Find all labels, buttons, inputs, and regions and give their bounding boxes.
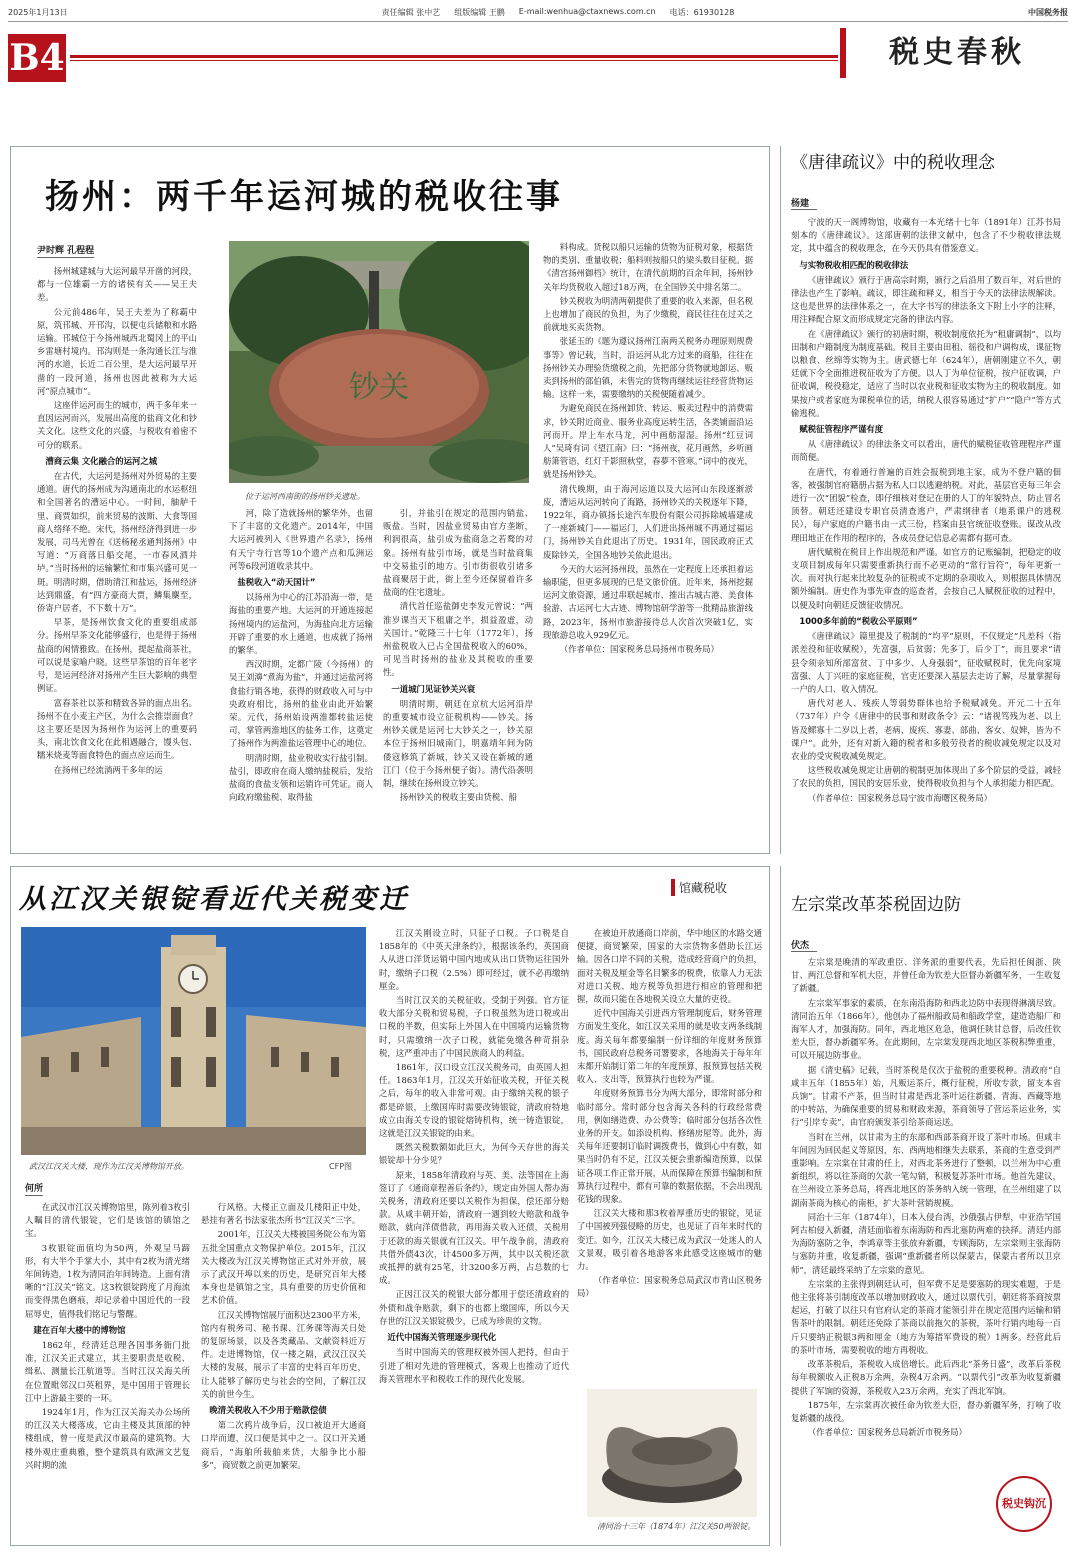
paragraph: 在《唐律疏议》颁行的初唐时期，税收制度依托为“租庸调制”，以均田制和户籍制度为制度基础。税目主要由田租、徭役和户调构成，课征物以粮食、丝绵等实物为主。唐武德七年（624年），唐朝刚建立不久，朝廷就下令全面推进税征收为了方便。以人丁为单位征税，按户征收调，户征收调，税役稳定，适应了当时以农业税和征收实物为主的税收制度。如果按户或者家庭为课税单位的话，纳税人很容易通过“扩户”“隐户”等方式偷逃税。 [791, 328, 1061, 418]
paragraph: 江汉关刚设立时，只征子口税。子口税是自1858年的《中英天津条约》，根据该条约，英国商人从进口洋货运销中国内地或从出口货物运往国外时，缴纳子口税（2.5%）即可经过，就不必再缴纳厘金。 [379, 928, 569, 991]
article-byline: 伏杰 [791, 938, 817, 952]
article-byline: 何所 [25, 1181, 43, 1196]
paragraph: 既然关税数额如此巨大，为何今天存世的海关银锭却十分少见？ [379, 1142, 569, 1166]
paragraph: 同治十三年（1874年），日本入侵台湾，沙俄强占伊犁，中亚浩罕国阿古柏侵入新疆，清廷面临着东南海防和西北塞防两难的抉择。清廷内部为海防塞防之争，李鸿章等主张放弃新疆，专顾海防，左宗棠则主张海防与塞防并重，收复新疆，强调“重新疆者所以保蒙古，保蒙古者所以卫京师”，清廷最终采纳了左宗棠的意见。 [791, 1211, 1061, 1275]
paragraph: 从《唐律疏议》的律法条文可以看出，唐代的赋税征收管理程序严谨而简便。 [791, 439, 1061, 463]
paragraph: （作者单位：国家税务总局武汉市青山区税务局） [577, 1275, 762, 1299]
photo-caption: 武汉江汉关大楼，现作为江汉关博物馆开放。 [29, 1162, 189, 1171]
ingot-caption: 清同治十三年（1874年）江汉关50两银锭。 [597, 1522, 756, 1531]
subheading: 晚清关税收入不少用于赔款偿债 [209, 1405, 327, 1416]
subheading: 漕商云集 文化融合的运河之城 [45, 455, 158, 466]
paragraph: （作者单位：国家税务总局宁波市海曙区税务局） [807, 792, 993, 803]
paragraph: 当时在兰州，以甘肃为主的东部和西部茶商开设了茶叶市场。但咸丰年间因为回民起义等原因，东、西两地相继失去联系，茶商的生意受到严重影响。左宗棠在甘肃的任上，对西北茶务进行了整顿，以兰州为中心重新组织，将以往茶商的欠款一笔勾销，积极复苏茶叶市场。他首先建议，在兰州设立茶务总局，将西北地区的茶务纳入统一管理，在兰州组建了以湖南茶商为核心的南柜，扩大茶叶营销规模。 [791, 1131, 1061, 1208]
paragraph: 扬州城建城与大运河最早开凿的河段，都与一位雄霸一方的诸侯有关——吴王夫差。 [37, 266, 197, 303]
subheading: 盐税收入“动天国计” [237, 577, 316, 588]
page-number: B4 [8, 34, 66, 82]
subheading: 1000多年前的“税收公平原则” [799, 615, 918, 626]
paragraph: 原来，1858年清政府与英、美、法等国在上海签订了《通商章程善后条约》，规定由外国人帮办海关税务，清政府还要以关税作为担保，偿还部分赔款。从咸丰朝开始，清政府一遇到较大赔款和战争赔款，就向洋债借款，再用海关收入还债，关税用于还款的海关银就有江汉关。甲午战争前，清政府共借外债43次，计4500多万两，其中以关税还款或抵押的就有25笔，计3200多万两，占总数的七成。 [379, 1169, 569, 1286]
paragraph: 改革茶税后，茶税收入成倍增长。此后西北“茶务日盛”，改革后茶税每年税额收入正税8万余两，杂税4万余两。“以票代引”改革为收复新疆提供了军饷的资源，茶税收入23万余两，充实了西北军饷。 [791, 1359, 1061, 1396]
article-title: 《唐律疏议》中的税收理念 [791, 153, 995, 173]
subheading: 与实物税收相匹配的税收律法 [799, 259, 909, 270]
paragraph: 在古代，大运河是扬州对外贸易的主要通道。唐代的扬州成为沟通南北的水运枢纽和全国著名的漕运中心。一时间，舳舻千里、商贾如织，前来贸易的波斯、大食等国商人络绎不绝。宋代，扬州经济得到进一步发展，司马光曾在《送杨秘丞通判扬州》中写道：“万商落日船交尾，一市春风酒并垆。”当时扬州的运输繁忙和市集兴盛可见一斑。明清时期，借助清江和盐运，扬州经济达到鼎盛，有“四方豪商大贾，鳞集麇至，侨寄户居者，不下数十万”。 [37, 471, 197, 614]
paragraph: 1924年1月，作为江汉关海关办公场所的江汉关大楼落成，它由主楼及其顶部的钟楼组成，曾一度是武汉市最高的建筑物。大楼外观庄重典雅，整个建筑具有欧洲文艺复兴时期的流 [25, 1407, 190, 1470]
paragraph: 这些税收减免规定让唐朝的税制更加体现出了多个阶层的受益，减轻了农民的负担，国民的安居乐业，使得税收负担与个人承担能力相匹配。 [791, 765, 1061, 789]
paragraph: 清代晚期，由于海河运道以及大运河山东段逐渐淤废，漕运从运河转向了海路，扬州钞关的关税逐年下降，1922年，商办镇扬长途汽车股份有限公司拆除城墙建成了一座新城门——福运门，人们进出扬州城不再通过福运门，扬州钞关自此退出了历史。1931年，国民政府正式废除钞关，全国各地钞关依此退出。 [543, 483, 753, 560]
editor-in-charge: 责任编辑 张中艺 [381, 8, 441, 17]
paragraph: 左宗棠的主张得到朝廷认可，但军费不足是要塞防的现实难题，于是他主张将茶引制度改革以增加财政收入，通过以票代引，朝廷将茶商按票起运，打破了以往只有官府认定的茶商才能领引并在规定范围内运输和销售茶叶的限制。朝廷还免除了茶商以前拖欠的茶税，茶叶行销内地每一百斤只要纳正税银3两和厘金（地方为筹措军费设的税）1两多。经营此后的茶叶市场，需要税收的地方再税收。 [791, 1278, 1061, 1355]
masthead-rule [70, 55, 838, 61]
paragraph: 宁波的天一阁博物馆，收藏有一本光绪十七年（1891年）江苏书局刻本的《唐律疏议》。这部唐朝的法律文献中，包含了不少税收律法规定，其中蕴含的税收理念，在今天仍具有借鉴意义。 [791, 217, 1061, 254]
column-tag: 馆藏税收 [671, 879, 727, 896]
photo-illustration [229, 241, 529, 483]
article-column [383, 507, 533, 845]
article-column [791, 956, 1061, 1536]
paragraph: 左宗棠是晚清的军政重臣、洋务派的重要代表，先后担任闽浙、陕甘、两江总督和军机大臣，并曾任命为钦差大臣督办新疆军务，一生收复了新疆。 [791, 957, 1061, 994]
paragraph: 西汉时期，定都广陵（今扬州）的吴王刘濞“煮海为盐”，并通过运盐河将食盐行销各地，获得的财政收入可与中央政府相比，扬州的盐业由此开始繁荣。元代，扬州始设两淮都转盐运使司，掌管两淮地区的盐务工作，这奠定了扬州作为两淮盐运管理中心的地位。 [229, 659, 373, 749]
yangzhou-photo [229, 241, 529, 483]
article-column [379, 927, 569, 1541]
column-logo: 税史钩沉 [996, 1476, 1052, 1532]
issue-date: 2025年1月13日 [8, 8, 68, 17]
paragraph: 当时中国海关的管理权被外国人把持，但由于引进了相对先进的管理模式，客观上也推动了近代海关管理水平和税收工作的现代化发展。 [379, 1347, 569, 1384]
paragraph: 明清时期，盐业税收实行盐引制。盐引，即政府在商人缴纳盐税后，发给盐商的食盐支领和运销许可凭证。商人向政府缴盐税、取得盐 [229, 752, 373, 803]
article-jianghan [10, 866, 770, 1546]
photo-credit: CFP图 [329, 1162, 353, 1171]
paragraph: 《唐律疏议》颁行于唐高宗时期，颁行之后沿用了数百年，对后世的律法也产生了影响。疏议，即注疏和释义，相当于今天的法律法规解读。这也是世界的法律体系之一，在大字书写的律法条文下附上小字的注释，用注释配合原文而形成规定完备的律法内容。 [791, 274, 1061, 325]
paragraph: 当时江汉关的关税征收，受制于列强。官方征收大部分关税和贸易税，子口税虽然为进口税或出口税的半数，但实际上外国人在中国境内运输货物时，只需缴纳一次子口税，就能免缴各种苛捐杂税，这严重冲击了中国民族商人的利益。 [379, 995, 569, 1058]
article-title: 从江汉关银锭看近代关税变迁 [19, 884, 409, 915]
paragraph: 近代中国海关引进西方管理制度后，财务管理方面发生变化，如江汉关采用的就是收支两条线制度。海关每年都要编制一份详细的年度财务预算书，国民政府总税务司署要求，各地海关于每年年末都开始制订第二年的年度预算，报预算包括关税收入、支出等，预算执行也较为严谨。 [577, 1008, 762, 1085]
paragraph: 扬州钞关的税收主要由货税、船 [399, 792, 518, 803]
paragraph: 在被迫开放通商口岸前，华中地区的水路交通便捷，商贸繁荣，国家的大宗货物多借助长江运输。因各口岸不同的关税，造成经营商户的负担，面对关税及厘金等名目繁多的税费，依靠人力无法对进口关税、地方税等负担进行相应的管理和把握，故而只能在各地税关设立大量的吏役。 [577, 928, 762, 1005]
paragraph: 在扬州已经流淌两千多年的运 [53, 764, 163, 775]
paragraph: 清代首任巡盐御史李发元曾说：“两淮岁课当天下租庸之半，损益盈虚，动关国计。”乾隆三十七年（1772年），扬州盐税收入已占全国盐税收入的60%，可见当时扬州的盐业及其税收的重要性。 [383, 601, 533, 678]
paragraph: 在武汉市江汉关博物馆里，陈列着3枚引人瞩目的清代银锭，它们是该馆的镇馆之宝。 [25, 1202, 190, 1239]
silver-ingot-photo [587, 1389, 757, 1517]
paragraph: 引，并盐引在规定的范围内销盐、贩盐。当时，因盐业贸易由官方垄断，利润很高，盐引成为盐商急之若鹜的对象。扬州有盐引市场，就是当时盐商集中交易盐引的地方。引市街很收引诸多盐商聚居于此，街上至今还保留着许多盐商的住宅遗址。 [383, 508, 533, 598]
paragraph: 唐代对老人、残疾人等弱势群体也给予税赋减免。开元二十五年（737年）户令《唐律中的民事和财政条令》云：“诸视笃残为老、以上皆及鳏寡十二岁以上者，老病、废疾、寡妻、部曲、客女、奴婢，皆为不课户”。此外，还有对新入籍的税者和多般劳役者的税收减免规定以及对农业的受灾税收减免规定。 [791, 698, 1061, 761]
photo-caption: 位于运河西南街的扬州钞关遗址。 [245, 492, 365, 501]
article-column [201, 1201, 366, 1541]
paragraph: 1861年，汉口设立江汉关税务司，由英国人担任。1863年1月，江汉关开始征收关税，开征关税之后，每年的收入非常可观。由于缴纳关税的银子都是碎银，上缴国库时需要改铸银锭，清政府特地成立由海关专设的银锭熔铸机构，统一铸造银锭，这就是江汉关银锭的由来。 [379, 1062, 569, 1139]
paragraph: （作者单位：国家税务总局新沂市税务局） [807, 1427, 967, 1438]
paragraph: 1875年，左宗棠再次被任命为钦差大臣，督办新疆军务，打响了收复新疆的战役。 [791, 1399, 1061, 1423]
paragraph: 据《清史稿》记载，当时茶税是仅次于盐税的重要税种。清政府“自咸丰五年（1855年）始，凡贩运茶斤，概行征税，所收专款，留支本省兵饷”。甘肃不产茶，但当时甘肃是西北茶叶运往新疆、青海、西藏等地的中转站，为确保重要的贸易和财政来源，茶商领导了营运茶运业务，实行“引岸专卖”，由官府颁发茶引给茶商运送。 [791, 1064, 1061, 1128]
ingot-illustration [587, 1389, 757, 1517]
editor-info [158, 7, 958, 18]
paragraph: 今天的大运河扬州段，虽然在一定程度上还承担着运输职能，但更多展现的已是文旅价值。近年来，扬州挖掘运河文旅资源，通过串联起城市、推出古城古港、美食体验游、古运河七大古迹、博物馆研学游等一批精品旅游线路，2023年，扬州市旅游接待总人次首次突破1亿，实现旅游总收入929亿元。 [543, 563, 753, 640]
paragraph: 富春茶社以茶和精致各异的面点出名。扬州不在小麦主产区，为什么会推崇面食？这主要还是因为扬州作为运河上的重要码头，南北饮食文化在此相遇融合，馒头包、糯米烧麦等面食特色的面点应运而生。 [37, 697, 197, 761]
paragraph: 明清时期，朝廷在京杭大运河沿岸的重要城市设立征税机构——钞关。扬州钞关就是运河七大钞关之一，钞关原本位于扬州旧城南门，明嘉靖年间为防倭寇修筑了新城，钞关又设在新城的通江门（位于今扬州便子街）。清代沿袭明制，继续在扬州设立钞关。 [383, 698, 533, 789]
paragraph: 张延玉的《题为遵议扬州江南两关税务办理原则规费事等》曾记载，当时，沿运河从北方过来的商船，往往在扬州钞关办理验货缴税之前，先把部分货物就地卸运、贩卖到扬州的邵伯镇，未售完的货物再继续运往经营货物运输。这样一来，需要缴纳的关税便随着减少。 [543, 336, 753, 400]
article-column [229, 507, 373, 845]
article-column [577, 927, 762, 1383]
paragraph: 这座伴运河而生的城市，两千多年来一直因运河而兴，发展出高度的盐商文化和钞关文化。这些文化的兴盛，与税收有着密不可分的联系。 [37, 400, 197, 450]
paragraph: 以扬州为中心的江苏沿海一带，是海盐的重要产地。大运河的开通连接起扬州境内的运盐河，为海盐向北方运输开辟了重要的水上通道，也成就了扬州的繁华。 [229, 592, 373, 656]
article-yangzhou [10, 146, 770, 854]
paragraph: 2001年，江汉关大楼被国务院公布为第五批全国重点文物保护单位。2015年，江汉关大楼改为江汉关博物馆正式对外开放，展示了武汉开埠以来的历史，是研究百年大楼本身也是镇馆之宝，具有重要的历史价值和艺术价值。 [201, 1229, 366, 1306]
article-byline: 尹时辉 孔程程 [37, 243, 94, 258]
paragraph: 唐代赋税在税目上作出规范和严谨。如官方的记账编制，把稳定的收支项目制成每年只需要重新执行而不必更动的“常行旨符”，每年更新一次。而对执行起来比较复杂的征税或不定期的杂项收入，则根据具体情况额外编制。唐史作为事先审查的巡查者，会按自己人赋税征收的过程中，以便及时向朝廷反馈征收情况。 [791, 546, 1061, 610]
article-column [25, 1201, 190, 1541]
paragraph: 公元前486年，吴王夫差为了称霸中原，筑邗城、开邗沟，以便屯兵储粮和水路运输。邗城位于今扬州城西北蜀冈上的平山乡雷塘村境内。邗沟则是一条沟通长江与淮河的水道，长近二百公里，是大运河最早开凿的一段河道，扬州也因此被称为大运河“原点城市”。 [37, 306, 197, 396]
paragraph: 《唐律疏议》篇里提及了税制的“均平”原则，不仅规定“凡差科（指派差役和征收赋税），先富强，后贫弱；先多丁，后少丁”，而且要求“请县令须亲知所部富贫、丁中多少、人身强弱”，征收赋税时，优先向家境富强、人丁兴旺的家庭征税，官吏还要深入基层去走访了解，尽量掌握每一户的人口、收入情况。 [791, 631, 1061, 694]
customs-building-photo [21, 927, 366, 1155]
contact-phone: 电话：61930128 [669, 8, 735, 17]
paragraph: 为避免商民在扬州卸货、转运、贩卖过程中的消费需求，钞关附近商业、服务业高度运转生活，各类铺面沿运河而开。岸上车水马龙，河中画舫湿湿。扬州“红豆词人”吴琦有词《望江南》曰：“扬州夜，花月画然，乡听画舫箫管语，红灯千影照秋堂，春夢不管寒。”词中的夜光，就是扬州钞关。 [543, 403, 753, 480]
layout-editor: 组版编辑 王鹏 [454, 8, 505, 17]
paragraph: 行风格。大楼正立面及几楼阳正中处，悬挂有著名书法家张杰所书“江汉关”三字。 [201, 1202, 366, 1226]
article-title: 扬州：两千年运河城的税收往事 [45, 177, 563, 217]
subheading: 近代中国海关管理逐步现代化 [387, 1332, 497, 1343]
paragraph: 江汉关大楼和那3枚着厚重历史的银锭，见证了中国被列强侵略的历史，也见证了百年来时代的变迁。如今，江汉关大楼已成为武汉一处迷人的人文景观，吸引着各地游客来此感受这座城市的魅力。 [577, 1208, 762, 1272]
paragraph: （作者单位：国家税务总局扬州市税务局） [559, 644, 719, 655]
stone-inscription: 钞关 [349, 370, 409, 405]
paragraph: 料构成。货税以船只运输的货物为征税对象，根据货物的类别、重量收税；船料则按船只的梁头数目征税。据《清宫扬州御档》统计，在清代前期的百余年间，扬州钞关年均货税收入超过18万两，在全国钞关中排名第二。 [543, 242, 753, 292]
article-byline: 杨建 [791, 196, 817, 210]
photo-illustration [21, 927, 366, 1155]
paragraph: 3枚银锭面值均为50两，外观呈马蹄形，有大半个手掌大小，其中有2枚为清光绪年间铸造，1枚为清同治年间铸造。上面有清晰的“江汉关”铭文。这3枚银锭跨度了月海流而变得黑色磨痕，却记录着中国近代的一段屈辱史，值得我们铭记与警醒。 [25, 1242, 190, 1319]
paragraph: 左宗棠军事家的素质，在东南沿海防和西北边防中表现得淋漓尽致。清同治五年（1866年），他创办了福州船政局和船政学堂，建造造船厂和海军人才，加强海防。同年，西北地区危急，他调任陕甘总督，后改任钦差大臣，督办新疆军务。在此期间，左宗棠发现西北地区茶税积弊重重，可以开展边防事业。 [791, 997, 1061, 1061]
paragraph: 江汉关博物馆展厅面积达2300平方米，馆内有税务司、秘书课、江务课等海关日处的复原场景，以及各类藏品、文献资料近万件。走进博物馆，仅一楼之隔，武汉江汉关大楼的发展，展示了丰富的史料百年历史，让人能够了解历史与社会的空间，了解江汉关的前世今生。 [201, 1309, 366, 1399]
paragraph: 河，除了造就扬州的繁华外，也留下了丰富的文化遗产。2014年，中国大运河被列入《世界遗产名录》，扬州有天宁寺行宫等10个遗产点和瓜洲运河等6段河道收录其中。 [229, 508, 373, 571]
paragraph: 在唐代，有着通行普遍的百姓会报税到地主家，成为不登户籍的佃客，被强制官府籍册占据为私人口以逃避纳税。对此，基层官吏每三年会进行一次“团貌”检查，即仔细核对登记在册的人丁的年貌特点，防止冒名顶替。朝廷还建设专职官员清查逃户，严肃纲律者（地系课户的逃税民），每户家庭的户籍书由一式三份，档案由县官统征收登账。谋改从改理田地正在作用的程序的，各成员登记信息必需都有据可查。 [791, 466, 1061, 543]
contact-email: E-mail:wenhua@ctaxnews.com.cn [518, 7, 656, 16]
subheading: 一道城门见证钞关兴衰 [391, 683, 476, 694]
article-column [37, 265, 197, 845]
subheading: 赋税征管程序严谨有度 [799, 424, 884, 435]
article-tanglu [780, 146, 1068, 854]
article-title: 左宗棠改革茶税固边防 [791, 895, 961, 915]
paragraph: 第二次鸦片战争后，汉口被迫开大通商口岸而遭，汉口便是其中之一。汉口开关通商后，“海舶所载舶来货，大船争比小船多”，商贸数之前更加繁荣。 [201, 1420, 366, 1470]
paragraph: 早茶，是扬州饮食文化的重要组成部分。扬州早茶文化能够盛行，也是得于扬州盐商的闲情雅致。在扬州，提起盐商茶社，可以说是家喻户晓。这些早茶馆的百年老字号，是运河经济对扬州产生巨大影响的典型例证。 [37, 617, 197, 694]
article-zuozongtang [780, 866, 1068, 1546]
paragraph: 年度财务预算书分为两大部分，即常时部分和临时部分。常时部分包含海关各科的行政经常费用，例如缮造费、办公费等；临时部分包括各次性业务的开支。如添设机构、修缮房屋等。此外，海关每年还要制订临时调拨费书，做到心中有数，如果当时仍有不足，江汉关便会重新编造预算，以保证各项工作正常开展，从而保障在预算书编制和预算执行过程中，都有可靠的数据依据，不会出现乱花钱的现象。 [577, 1088, 762, 1205]
article-column [791, 216, 1061, 848]
article-column [543, 241, 753, 845]
paragraph: 钞关税收为明清两朝提供了重要的收入来源，但名税上也增加了商民的负担，为了少缴税，商民往往在过关之前就地买卖货物。 [543, 295, 753, 333]
paragraph: 1862年，经清廷总理各国事务衙门批准，江汉关正式建立，其主要职责是收税、缉私、测量长江航道等。当时江汉关海关所在位置毗邻汉口英租界，是中国用于管理长江中上游最主要的一环。 [25, 1340, 190, 1403]
paragraph: 正因江汉关的税银大部分都用于偿还清政府的外债和战争赔款，剩下的也都上缴国库，所以今天存世的江汉关银锭极少，已成为珍贵的文物。 [379, 1289, 569, 1326]
subheading: 建在百年大楼中的博物馆 [33, 1324, 126, 1335]
newspaper-name: 中国税务报 [1028, 8, 1068, 17]
running-header [8, 4, 1068, 22]
section-title: 税史春秋 [840, 28, 1068, 78]
